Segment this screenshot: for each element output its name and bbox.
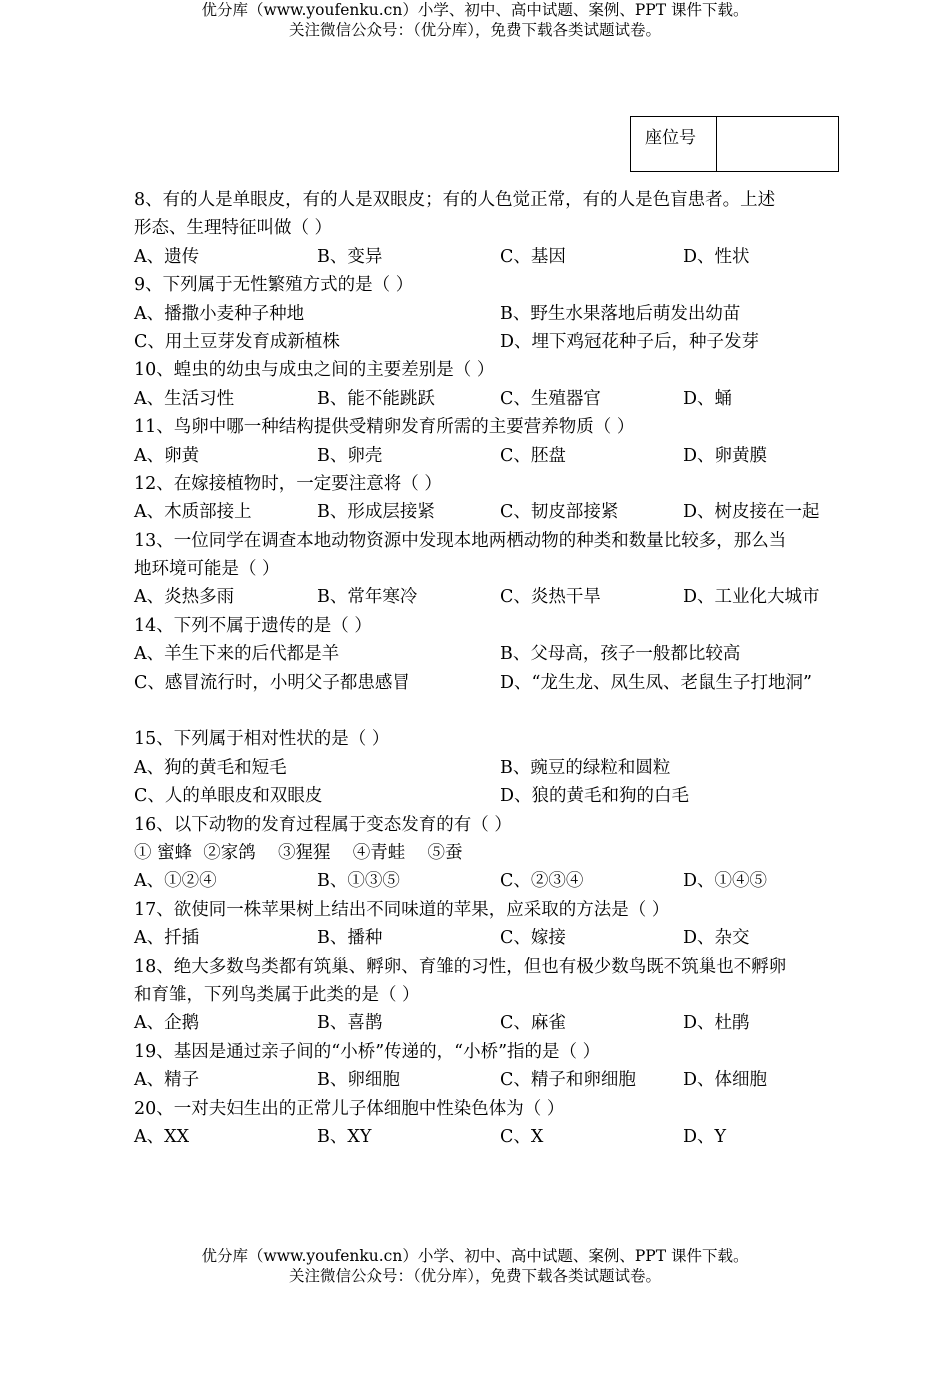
option-c[interactable]: C、②③④ [500, 871, 584, 892]
option-row [134, 498, 846, 526]
option-a[interactable]: A、炎热多雨 [134, 587, 235, 608]
question-17 [134, 896, 846, 953]
option-a[interactable]: A、企鹅 [134, 1013, 200, 1034]
option-c[interactable]: C、感冒流行时，小明父子都患感冒 [134, 672, 410, 693]
option-c[interactable]: C、X [500, 1126, 544, 1147]
option-row [134, 867, 846, 895]
question-stem: 17、欲使同一株苹果树上结出不同味道的苹果，应采取的方法是（ ） [134, 899, 670, 920]
question-11 [134, 413, 846, 470]
option-b[interactable]: B、常年寒冷 [317, 587, 418, 608]
seat-number-box [630, 116, 839, 172]
option-a[interactable]: A、XX [134, 1126, 190, 1147]
option-row [134, 1009, 846, 1037]
seat-number-label: 座位号 [631, 117, 717, 171]
question-14 [134, 612, 846, 726]
question-stem: 9、下列属于无性繁殖方式的是（ ） [134, 275, 414, 296]
option-row [134, 640, 846, 668]
option-a[interactable]: A、遗传 [134, 246, 200, 267]
option-b[interactable]: B、形成层接紧 [317, 502, 435, 523]
question-stem: 形态、生理特征叫做（ ） [134, 218, 333, 239]
option-d[interactable]: D、卵黄膜 [683, 445, 768, 466]
option-d[interactable]: D、杜鹃 [683, 1013, 750, 1034]
option-c[interactable]: C、用土豆芽发育成新植株 [134, 331, 340, 352]
option-row [134, 669, 846, 726]
question-stem: 8、有的人是单眼皮，有的人是双眼皮；有的人色觉正常，有的人是色盲患者。上述 [134, 190, 776, 210]
question-stem: 15、下列属于相对性状的是（ ） [134, 729, 390, 750]
option-d[interactable]: D、“龙生龙、凤生凤、老鼠生子打地洞” [500, 672, 812, 693]
option-a[interactable]: A、精子 [134, 1070, 200, 1091]
option-a[interactable]: A、扦插 [134, 928, 200, 949]
option-row [134, 583, 846, 611]
option-b[interactable]: B、卵壳 [317, 445, 383, 466]
question-12 [134, 470, 846, 527]
option-d[interactable]: D、树皮接在一起 [683, 502, 820, 523]
option-c[interactable]: C、精子和卵细胞 [500, 1070, 636, 1091]
question-stem: 地环境可能是（ ） [134, 559, 280, 580]
option-d[interactable]: D、Y [683, 1126, 727, 1147]
option-row [134, 328, 846, 356]
option-row [134, 1066, 846, 1094]
question-stem: 10、蝗虫的幼虫与成虫之间的主要差别是（ ） [134, 360, 495, 381]
option-a[interactable]: A、狗的黄毛和短毛 [134, 757, 287, 778]
question-8 [134, 186, 846, 271]
question-stem: 19、基因是通过亲子间的“小桥”传递的，“小桥”指的是（ ） [134, 1041, 601, 1062]
option-a[interactable]: A、生活习性 [134, 388, 235, 409]
question-18 [134, 953, 846, 1038]
option-d[interactable]: D、工业化大城市 [683, 587, 820, 608]
option-a[interactable]: A、木质部接上 [134, 502, 252, 523]
option-a[interactable]: A、播撒小麦种子种地 [134, 303, 305, 324]
option-b[interactable]: B、①③⑤ [317, 871, 400, 892]
option-row [134, 442, 846, 470]
option-b[interactable]: B、父母高，孩子一般都比较高 [500, 644, 741, 665]
option-c[interactable]: C、炎热干旱 [500, 587, 601, 608]
option-b[interactable]: B、豌豆的绿粒和圆粒 [500, 757, 671, 778]
option-row [134, 243, 846, 271]
question-stem: 13、一位同学在调查本地动物资源中发现本地两栖动物的种类和数量比较多，那么当 [134, 530, 787, 551]
option-row [134, 300, 846, 328]
header-line-1: 优分库（www.youfenku.cn）小学、初中、高中试题、案例、PPT 课件下载。 [201, 1, 749, 19]
option-a[interactable]: A、①②④ [134, 871, 217, 892]
option-d[interactable]: D、蛹 [683, 388, 733, 409]
option-c[interactable]: C、麻雀 [500, 1013, 566, 1034]
question-stem: ① 蜜蜂 ②家鸽 ③猩猩 ④青蛙 ⑤蚕 [134, 843, 463, 863]
option-b[interactable]: B、卵细胞 [317, 1070, 400, 1091]
option-row [134, 782, 846, 810]
option-d[interactable]: D、①④⑤ [683, 871, 768, 892]
question-stem: 和育雏，下列鸟类属于此类的是（ ） [134, 984, 420, 1005]
option-c[interactable]: C、嫁接 [500, 928, 566, 949]
question-16 [134, 811, 846, 896]
question-stem: 11、鸟卵中哪一种结构提供受精卵发育所需的主要营养物质（ ） [134, 417, 635, 438]
footer-line-1: 优分库（www.youfenku.cn）小学、初中、高中试题、案例、PPT 课件下载。 [201, 1247, 749, 1265]
option-c[interactable]: C、生殖器官 [500, 388, 601, 409]
option-b[interactable]: B、野生水果落地后萌发出幼苗 [500, 303, 741, 324]
seat-number-field[interactable] [717, 117, 838, 171]
option-c[interactable]: C、基因 [500, 246, 566, 267]
footer-line-2: 关注微信公众号：（优分库），免费下载各类试题试卷。 [288, 1267, 661, 1285]
option-a[interactable]: A、羊生下来的后代都是羊 [134, 644, 340, 665]
option-d[interactable]: D、埋下鸡冠花种子后，种子发芽 [500, 331, 760, 352]
question-stem: 16、以下动物的发育过程属于变态发育的有（ ） [134, 814, 512, 835]
question-10 [134, 356, 846, 413]
option-d[interactable]: D、体细胞 [683, 1070, 768, 1091]
option-b[interactable]: B、能不能跳跃 [317, 388, 435, 409]
question-20 [134, 1095, 846, 1152]
option-row [134, 1123, 846, 1151]
question-15 [134, 725, 846, 810]
header-line-2: 关注微信公众号：（优分库），免费下载各类试题试卷。 [288, 21, 661, 39]
question-stem: 18、绝大多数鸟类都有筑巢、孵卵、育雏的习性，但也有极少数鸟既不筑巢也不孵卵 [134, 956, 787, 977]
option-c[interactable]: C、人的单眼皮和双眼皮 [134, 786, 323, 807]
question-19 [134, 1038, 846, 1095]
option-c[interactable]: C、韧皮部接紧 [500, 502, 619, 523]
option-b[interactable]: B、XY [317, 1126, 372, 1147]
option-d[interactable]: D、性状 [683, 246, 750, 267]
option-row [134, 385, 846, 413]
question-13 [134, 527, 846, 612]
question-stem: 20、一对夫妇生出的正常儿子体细胞中性染色体为（ ） [134, 1098, 565, 1119]
page-footer [0, 1246, 950, 1286]
question-list [134, 186, 846, 1151]
option-row [134, 754, 846, 782]
page-header [0, 0, 950, 40]
question-9 [134, 271, 846, 356]
question-stem: 12、在嫁接植物时，一定要注意将（ ） [134, 473, 442, 494]
option-b[interactable]: B、播种 [317, 928, 383, 949]
option-row [134, 924, 846, 952]
option-b[interactable]: B、变异 [317, 246, 383, 267]
option-d[interactable]: D、杂交 [683, 928, 750, 949]
option-d[interactable]: D、狼的黄毛和狗的白毛 [500, 786, 690, 807]
option-c[interactable]: C、胚盘 [500, 445, 566, 466]
option-b[interactable]: B、喜鹊 [317, 1013, 383, 1034]
option-a[interactable]: A、卵黄 [134, 445, 200, 466]
question-stem: 14、下列不属于遗传的是（ ） [134, 615, 372, 636]
